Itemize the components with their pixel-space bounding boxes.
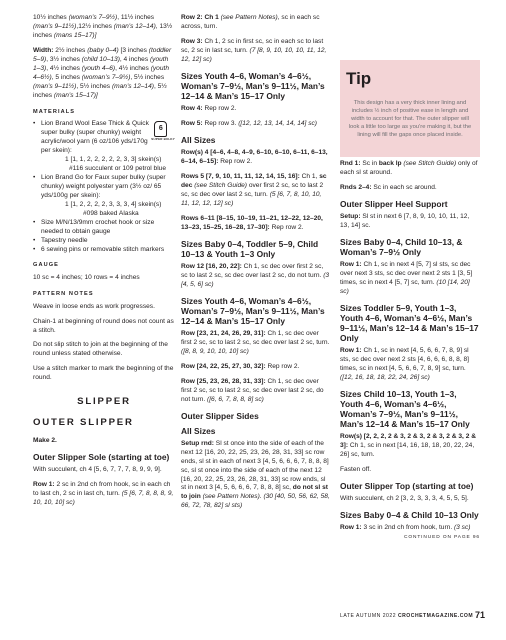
rnd-1 — [340, 160, 480, 178]
list-item — [33, 174, 175, 219]
setup-round — [181, 440, 331, 512]
text: Make 2. — [33, 437, 57, 445]
yarn-weight-label: SUPER BULKY — [151, 137, 175, 142]
row-label: Rows 5 [7, 9, 10, 11, 11, 12, 14, 15, 16]: — [181, 172, 300, 180]
gauge-text: 10 sc = 4 inches; 10 rows = 4 inches — [33, 274, 140, 282]
row-label: Row [25, 23, 26, 28, 31, 33]: — [181, 377, 266, 385]
yarn-weight-badge — [151, 120, 175, 156]
sole-setup: With succulent, ch 4 [5, 6, 7, 7, 7, 8, 9, 9, 9]. — [33, 466, 162, 474]
row-label: Row 2: Ch 1 — [181, 14, 219, 21]
materials-heading: MATERIALS — [33, 108, 76, 115]
heel-setup — [340, 213, 480, 231]
row-label: Row 1: — [33, 481, 55, 489]
text: Ch 1, — [299, 172, 320, 180]
yarn-weight-icon: 6 — [154, 121, 167, 137]
row-label: Row 12 [16, 20, 22]: — [181, 262, 242, 270]
text: Sc in each sc around. — [371, 183, 437, 191]
tip-text: This design has a very thick inner lining and includes ½ inch of positive ease in length and width to account for that. The outer slipper will look a little too large as you’re making it, but the lining will fill the gaps once placed inside. — [348, 100, 472, 139]
text: , 4½ inches — [46, 64, 82, 72]
pattern-note: Weave in loose ends as work progresses. — [33, 302, 155, 310]
text: Ch 1, sc in next 4 [5, 7] sl sts, sc dec over next 3 sts, sc dec over next 2 sts 1 [3, 5] times, sc in next 4 [5, 7] sc, turn. — [340, 261, 473, 286]
list-item: • 6 sewing pins or removable stitch markers — [33, 246, 175, 255]
text: Ch 1, sc in next [4, 5, 6, 6, 7, 8, 9] sl sts, sc dec over next 2 sts [4, 6, 6, 6, 8, 8, 8] times, sc in next [4, 5, 6, 6, 7, 8, 9] sc, turn. — [340, 347, 470, 373]
text: (man’s 12–14) — [113, 22, 156, 30]
row-label: Rows 6–11 [8–15, 10–19, 11–21, 12–22, 12–20, 13–23, 15–25, 16–28, 17–30]: — [181, 214, 323, 231]
text: , 13½ inches — [33, 22, 173, 39]
material-color: #098 baked Alaska — [83, 209, 139, 217]
text: (see Stitch Guide) — [192, 181, 247, 189]
column-3 — [340, 160, 480, 542]
row-label: Row 4: — [181, 105, 203, 112]
sole-row-1 — [33, 481, 175, 508]
heel-rows-2-3 — [340, 433, 480, 460]
text: , 3½ inches — [46, 55, 82, 63]
text: Ch 1, sc dec over first 2 sc, sc to last 2 sc, sc dec over last 2 sc, do not turn. — [181, 262, 324, 279]
text: , 5½ inches — [33, 82, 167, 99]
page-footer — [340, 610, 485, 620]
row-label: Rnd 1: — [340, 160, 361, 167]
row-label: Row(s) 4 [4–6, 4–8, 4–9, 6–10, 6–10, 6–11, 6–13, 6–14, 6–15]: — [181, 148, 328, 165]
text: ([12, 12, 13, 14, 14, 14] sc) — [238, 119, 317, 127]
rows-4-15 — [181, 149, 331, 167]
text: Sl st in next 6 [7, 8, 9, 10, 10, 11, 12, 13, 14] sc. — [340, 212, 470, 229]
pattern-note: Chain-1 at beginning of round does not count as a stitch. — [33, 317, 174, 334]
list-item: • Size M/N/13/9mm crochet hook or size needed to obtain gauge — [33, 219, 175, 237]
issue-label: LATE AUTUMN 2022 — [340, 613, 398, 619]
text: (youth 1–3) — [33, 55, 169, 72]
top-row-1 — [340, 524, 480, 533]
material-amount: 1 [1, 1, 2, 2, 2, 2, 2, 3, 3] skein(s) — [65, 155, 162, 163]
material-text: • Lion Brand Wool Ease Thick & Quick super bulky (super chunky) weight acrylic/wool yarn (6 oz/106 yds/170g per skein): — [41, 120, 149, 155]
text: Rep row 2. — [202, 105, 237, 112]
text: ([12, 16, 18, 18, 22, 24, 26] sc) — [340, 373, 430, 381]
size-heading: All Sizes — [181, 134, 216, 145]
text: (see Stitch Guide) — [401, 160, 457, 167]
text: Ch 1, sc in next [14, 16, 18, 18, 20, 22, 24, 26] sc, turn. — [340, 442, 475, 459]
text: (woman’s 7–9½) — [81, 73, 131, 81]
text: (10 [14, 20] sc) — [340, 278, 470, 295]
row-24 — [181, 363, 331, 372]
text: Rep row 2. — [218, 157, 253, 165]
text: (7 [8, 9, 10, 10, 10, 11, 12, 12, 12] sc) — [181, 46, 327, 63]
text: Rep row 3. — [202, 119, 239, 127]
text: Sl st once into the side of each of the next 12 [16, 20, 22, 25, 23, 26, 28, 31, 33] sc row ends, sl st in each of next 3 [4, 5, 6, 6, 6, 7, 8, 8, 8] sc, sl st once into the side of each of the next 12 [16, 20, 22, 25, 23, 26, 28, 31, 33] sc row ends, sl st in next 3 [4, 5, 6, 6, 6, 7, 8, 8, 8] sc, — [181, 439, 329, 492]
text: , 4 inches — [119, 55, 150, 63]
top-heading: Outer Slipper Top (starting at toe) — [340, 481, 474, 492]
size-heading: Sizes Youth 4–6, Woman’s 4–6½, Woman’s 7–9½, Man’s 9–11½, Man’s 12–14 & Man’s 15–17 Only — [181, 70, 325, 101]
text: over first 2 sc, sc to last 2 sc, sc dec over last 2 sc, turn. — [181, 181, 324, 198]
page-number: 71 — [474, 610, 485, 620]
text: back lp — [378, 160, 402, 167]
text: ([8, 8, 9, 10, 10, 10] sc) — [181, 347, 249, 355]
row-label: Row 3: — [181, 37, 203, 45]
text: (man’s 9–11½) — [33, 82, 77, 90]
row-2 — [181, 14, 331, 32]
text: (3 sc) — [453, 524, 471, 532]
pattern-notes-heading: PATTERN NOTES — [33, 291, 94, 298]
text: (man’s 15–17)] — [53, 91, 98, 99]
text: , 11½ inches — [117, 14, 155, 21]
size-heading: Sizes Baby 0–4, Toddler 5–9, Child 10–13 & Youth 1–3 Only — [181, 238, 319, 259]
list-item: • Tapestry needle — [33, 237, 175, 246]
continued-note: CONTINUED ON PAGE 96 — [403, 535, 480, 541]
size-list — [33, 14, 175, 41]
site-url[interactable]: CROCHETMAGAZINE.COM — [397, 613, 474, 619]
text: (youth 4–6½) — [33, 64, 170, 81]
text: (toddler 5–9) — [33, 46, 172, 63]
text: ([6, 6, 7, 8, 8, 8] sc) — [207, 395, 264, 403]
top-setup: With succulent, ch 2 [3, 2, 3, 3, 3, 4, 5, 5, 5]. — [340, 495, 469, 503]
list-item — [33, 120, 175, 174]
size-heading: All Sizes — [181, 425, 216, 436]
text: Ch 1, 2 sc in first sc, sc in each sc to last sc, 2 sc in last sc, turn. — [181, 37, 324, 54]
text: (mans 15–17)] — [53, 31, 97, 39]
text: (youth 4–6) — [81, 64, 116, 72]
text: Ch 1, sc dec over first 2 sc, sc to last 2 sc, sc dec over last 2 sc, turn. — [181, 329, 330, 346]
text: (child 10–13) — [81, 55, 120, 63]
text: [3 inches — [118, 46, 149, 54]
text: 10½ inches — [33, 14, 69, 21]
size-heading: Sizes Youth 4–6, Woman’s 4–6½, Woman’s 7–9½, Man’s 9–11½, Man’s 12–14 & Man’s 15–17 Only — [181, 295, 325, 326]
column-1 — [33, 14, 175, 514]
row-label: Row 1: — [340, 524, 362, 532]
row-label: Row [23, 21, 24, 26, 29, 31]: — [181, 329, 266, 337]
text: (see Pattern Notes). (30 [40, 50, 56, 62, 58, 66, 72, 78, 82] sl sts) — [181, 493, 330, 510]
text: Sc in — [360, 160, 379, 167]
text: Rep row 2. — [265, 362, 300, 370]
row-label: Rnds 2–4: — [340, 183, 372, 191]
text: only of each sl st around. — [340, 160, 478, 176]
row-4 — [181, 105, 331, 114]
column-2 — [181, 14, 331, 517]
row-23 — [181, 330, 331, 357]
heel-row-1b — [340, 347, 480, 383]
size-heading: Sizes Baby 0–4, Child 10–13, & Woman’s 7–9½ Only — [340, 236, 463, 257]
rnds-2-4 — [340, 184, 480, 193]
width-paragraph — [33, 47, 175, 101]
text: (see Pattern Notes) — [218, 14, 278, 21]
size-heading: Sizes Toddler 5–9, Youth 1–3, Youth 4–6, Woman’s 4–6½, Man’s 9–11½, Man’s 12–14 & Man’s 15–17 Only — [340, 302, 479, 344]
row-label: Row 5: — [181, 119, 203, 127]
text: 3 sc in 2nd ch from hook, turn. — [361, 524, 454, 532]
tip-box — [340, 60, 480, 157]
outer-slipper-heading: OUTER SLIPPER — [33, 417, 134, 429]
width-label: Width: — [33, 46, 54, 54]
rows-6-30 — [181, 215, 331, 233]
material-text: • Lion Brand Go for Faux super bulky (super chunky) weight polyester yarn (3½ oz/ 65 yds/100g per skein): — [41, 173, 166, 199]
heel-heading: Outer Slipper Heel Support — [340, 198, 448, 209]
size-heading: Sizes Child 10–13, Youth 1–3, Youth 4–6, Woman’s 4–6½, Woman’s 7–9½, Man’s 9–11½, Man’s 12–14 & Man’s 15–17 Only — [340, 388, 470, 430]
rows-5-16 — [181, 173, 331, 209]
text: , 5½ inches — [76, 82, 112, 90]
pattern-note: Do not slip stitch to join at the beginning of the round unless stated otherwise. — [33, 341, 168, 358]
material-color: #116 succulent or 109 petrol blue — [69, 164, 167, 172]
text: (5 [6, 7, 8, 8, 8, 9, 10, 10, 10] sc) — [33, 490, 174, 507]
row-25 — [181, 378, 331, 405]
row-label: Row 1: — [340, 261, 362, 268]
text: do not sl st to join — [181, 484, 328, 501]
text: , 5½ inches — [130, 73, 165, 81]
heel-row-1a — [340, 261, 480, 297]
text: (woman’s 7–9½) — [68, 14, 118, 21]
row-label: Row(s) [2, 2, 2, 2 & 3, 2 & 3, 2 & 3, 2 & 3, 2 & 3]: — [340, 433, 476, 450]
make-two — [33, 437, 175, 446]
text: 2 sc in 2nd ch from hook, sc in each ch to last ch, 2 sc in last ch, turn. — [33, 481, 171, 498]
text: (3 [4, 5, 6] sc) — [181, 271, 330, 288]
row-label: Setup: — [340, 212, 361, 220]
text: Rep row 2. — [269, 223, 304, 231]
materials-list — [33, 120, 175, 254]
text: Ch 1, sc dec over first 2 sc, sc to last 2 sc, sc dec over last 2 sc, do not turn. — [181, 377, 324, 403]
text: (baby 0–4) — [87, 46, 119, 54]
text: sc dec — [181, 172, 327, 189]
row-5 — [181, 120, 331, 129]
sides-heading: Outer Slipper Sides — [181, 410, 259, 421]
text: , 4½ inches — [115, 64, 151, 72]
text: 2½ inches — [53, 46, 88, 54]
gauge-heading: GAUGE — [33, 262, 60, 269]
text: , sc in each sc across, turn. — [181, 14, 320, 30]
row-12 — [181, 263, 331, 290]
pattern-note: Use a stitch marker to mark the beginning of the round. — [33, 365, 174, 382]
text: ,12½ inches — [76, 22, 114, 30]
row-label: Row [24, 22, 25, 27, 30, 32]: — [181, 362, 266, 370]
size-heading: Sizes Baby 0–4 & Child 10–13 Only — [340, 510, 479, 521]
material-amount: 1 [1, 2, 2, 2, 2, 3, 3, 3, 4] skein(s) — [65, 200, 162, 208]
row-label: Row 1: — [340, 347, 362, 355]
tip-title: Tip — [346, 69, 372, 88]
text: (man’s 9–11½) — [33, 22, 77, 30]
fasten-off: Fasten off. — [340, 466, 372, 474]
text: , 5 inches — [51, 73, 82, 81]
sole-heading: Outer Slipper Sole (starting at toe) — [33, 452, 170, 463]
text: (5 [6, 7, 8, 10, 10, 11, 12, 12, 12] sc) — [181, 190, 322, 207]
row-3 — [181, 38, 331, 65]
text: (man’s 12–14) — [111, 82, 154, 90]
row-label: Setup rnd: — [181, 439, 214, 447]
slipper-heading: SLIPPER — [77, 396, 131, 408]
